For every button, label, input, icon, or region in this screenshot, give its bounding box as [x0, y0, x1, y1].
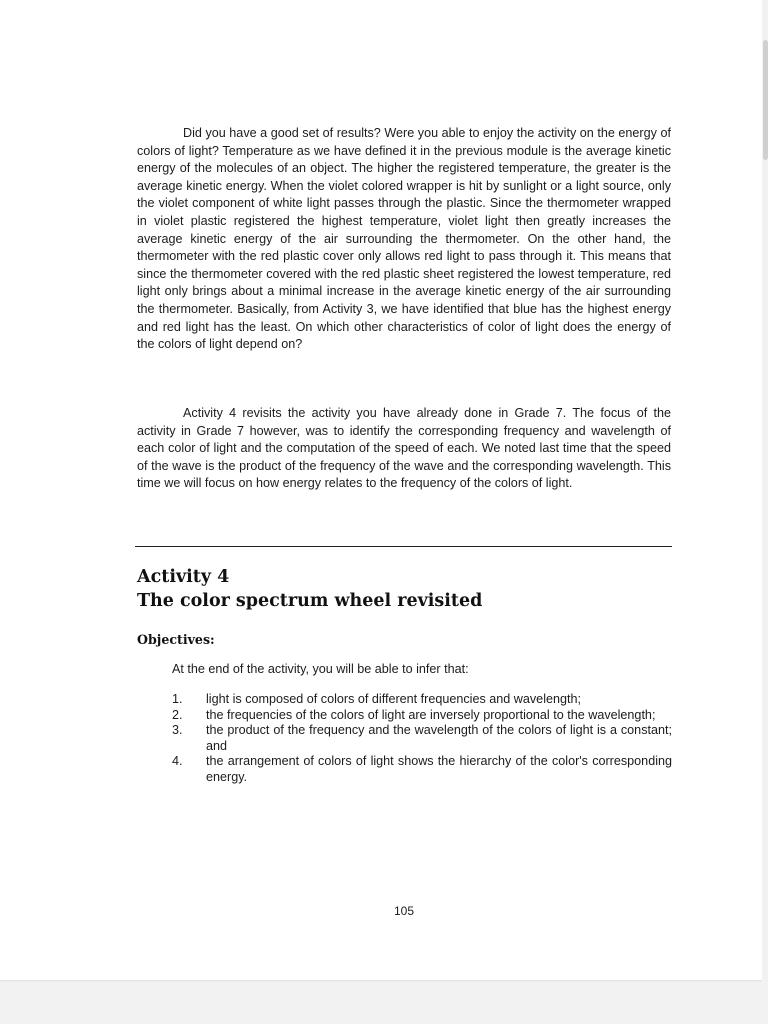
activity-title: The color spectrum wheel revisited [137, 591, 483, 611]
objectives-heading: Objectives: [137, 632, 215, 647]
list-item-text: the frequencies of the colors of light are inversely proportional to the wavelength; [206, 707, 656, 722]
list-item-number: 2. [172, 707, 183, 722]
scrollbar-thumb[interactable] [763, 40, 768, 160]
list-item-text: the arrangement of colors of light shows the hierarchy of the color's corresponding energy. [206, 754, 672, 784]
body-paragraph-results: Did you have a good set of results? Were you able to enjoy the activity on the energy of colors of light? Temperature as we have defined it in the previous module is the average kinetic energy of the molecules of an object. The higher the registered temperature, the greater is the average kinetic energy. When the violet colored wrapper is hit by sunlight or a light source, only the violet component of white light passes through the plastic. Since the thermometer wrapped in violet plastic registered the highest temperature, violet light then greatly increases the average kinetic energy of the air surrounding the thermometer. On the other hand, the thermometer with the red plastic cover only allows red light to pass through it. This means that since the thermometer covered with the red plastic sheet registered the lowest temperature, red light only brings about a minimal increase in the average kinetic energy of the air surrounding the thermometer. Basically, from Activity 3, we have identified that blue has the highest energy and red light has the least. On which other characteristics of color of light does the energy of the colors of light depend on? [137, 126, 671, 352]
list-item-text: light is composed of colors of different frequencies and wavelength; [206, 692, 582, 706]
list-item [172, 723, 672, 754]
list-item-text: the product of the frequency and the wavelength of the colors of light is a constant; and [206, 723, 672, 753]
activity-heading [137, 565, 482, 613]
section-divider [135, 546, 672, 547]
objectives-intro: At the end of the activity, you will be able to infer that: [172, 662, 469, 676]
list-item-number: 4. [172, 754, 183, 768]
activity-number: Activity 4 [137, 567, 230, 587]
list-item [172, 692, 672, 708]
list-item-number: 3. [172, 723, 183, 737]
page-number: 105 [393, 904, 415, 918]
list-item-number: 1. [172, 692, 183, 706]
list-item [172, 754, 672, 785]
vertical-scrollbar[interactable] [762, 0, 768, 1024]
objectives-list [172, 692, 672, 785]
list-item [172, 708, 672, 724]
body-paragraph-activity-intro: Activity 4 revisits the activity you have already done in Grade 7. The focus of the activity in Grade 7 however, was to identify the corresponding frequency and wavelength of each color of light and the computation of the speed of each. We noted last time that the speed of the wave is the product of the frequency of the wave and the corresponding wavelength. This time we will focus on how energy relates to the frequency of the colors of light. [137, 406, 671, 491]
